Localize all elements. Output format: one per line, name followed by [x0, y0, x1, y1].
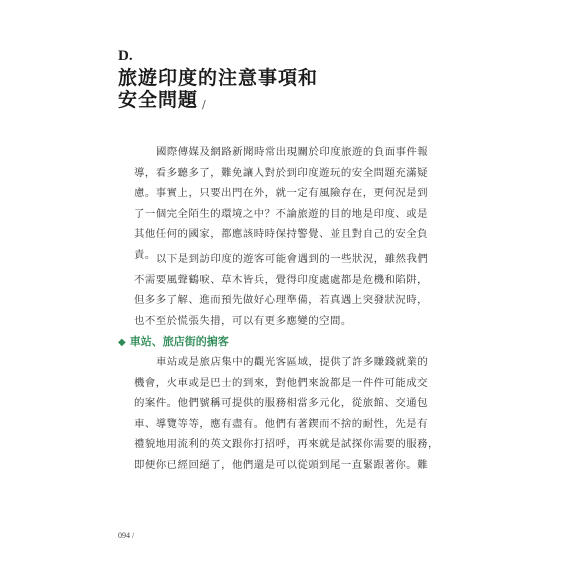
paragraph-3-line: 的案件。他們號稱可提供的服務相當多元化，從旅館、交通包: [134, 397, 429, 410]
paragraph-3-line: 機會，火車或是巴士的到來，對他們來說都是一件件可能成交: [134, 376, 429, 389]
section-title-line-1: 旅遊印度的注意事項和: [118, 67, 319, 89]
title-slash-mark: /: [202, 98, 207, 111]
paragraph-1-line: 慮。事實上，只要出門在外，就一定有風險存在，更何況是到: [134, 187, 429, 200]
paragraph-2-line: 也不至於慌張失措，可以有更多應變的空間。: [134, 314, 352, 327]
paragraph-3-line: 禮貌地用流利的英文跟你打招呼，再來就是試探你需要的服務，: [134, 438, 439, 451]
paragraph-2-line: 但多多了解、進而預先做好心理準備，若真遇上突發狀況時，: [134, 294, 429, 307]
diamond-icon: ◆: [118, 337, 126, 348]
page-number: 094 /: [118, 531, 135, 540]
paragraph-3-line: 車站或是旅店集中的觀光客區域，提供了許多賺錢就業的: [156, 356, 429, 368]
paragraph-3-line: 即便你已經回絕了，他們還是可以從頭到尾一直緊跟著你。難: [134, 458, 429, 471]
section-letter: D.: [118, 48, 133, 64]
section-title: [118, 67, 318, 114]
paragraph-1: [134, 142, 429, 266]
paragraph-2: [134, 249, 429, 331]
paragraph-2-line: 不需要風聲鶴唳、草木皆兵，覺得印度處處都是危機和陷阱，: [134, 273, 429, 286]
paragraph-2-line: 以下是到訪印度的遊客可能會遇到的一些狀況，雖然我們: [156, 253, 429, 265]
section-title-line-2: [118, 89, 318, 114]
subheading-text: 車站、旅店街的掮客: [129, 335, 229, 348]
paragraph-1-line: 責。: [134, 248, 156, 261]
paragraph-3: [134, 352, 439, 476]
paragraph-1-line: 其他任何的國家，都應該時時保持警覺、並且對自己的安全負: [134, 228, 429, 241]
section-title-line-2-text: 安全問題: [118, 89, 199, 111]
paragraph-3-line: 車、導覽等等，應有盡有。他們有著鍥而不捨的耐性，先是有: [134, 417, 429, 430]
paragraph-1-line: 了一個完全陌生的環境之中？不論旅遊的目的地是印度、或是: [134, 207, 429, 220]
paragraph-1-line: 導，看多聽多了，難免讓人對於到印度遊玩的安全問題充滿疑: [134, 166, 429, 179]
paragraph-1-line: 國際傳媒及網路新聞時常出現關於印度旅遊的負面事件報: [156, 146, 429, 158]
subheading: [118, 333, 229, 349]
